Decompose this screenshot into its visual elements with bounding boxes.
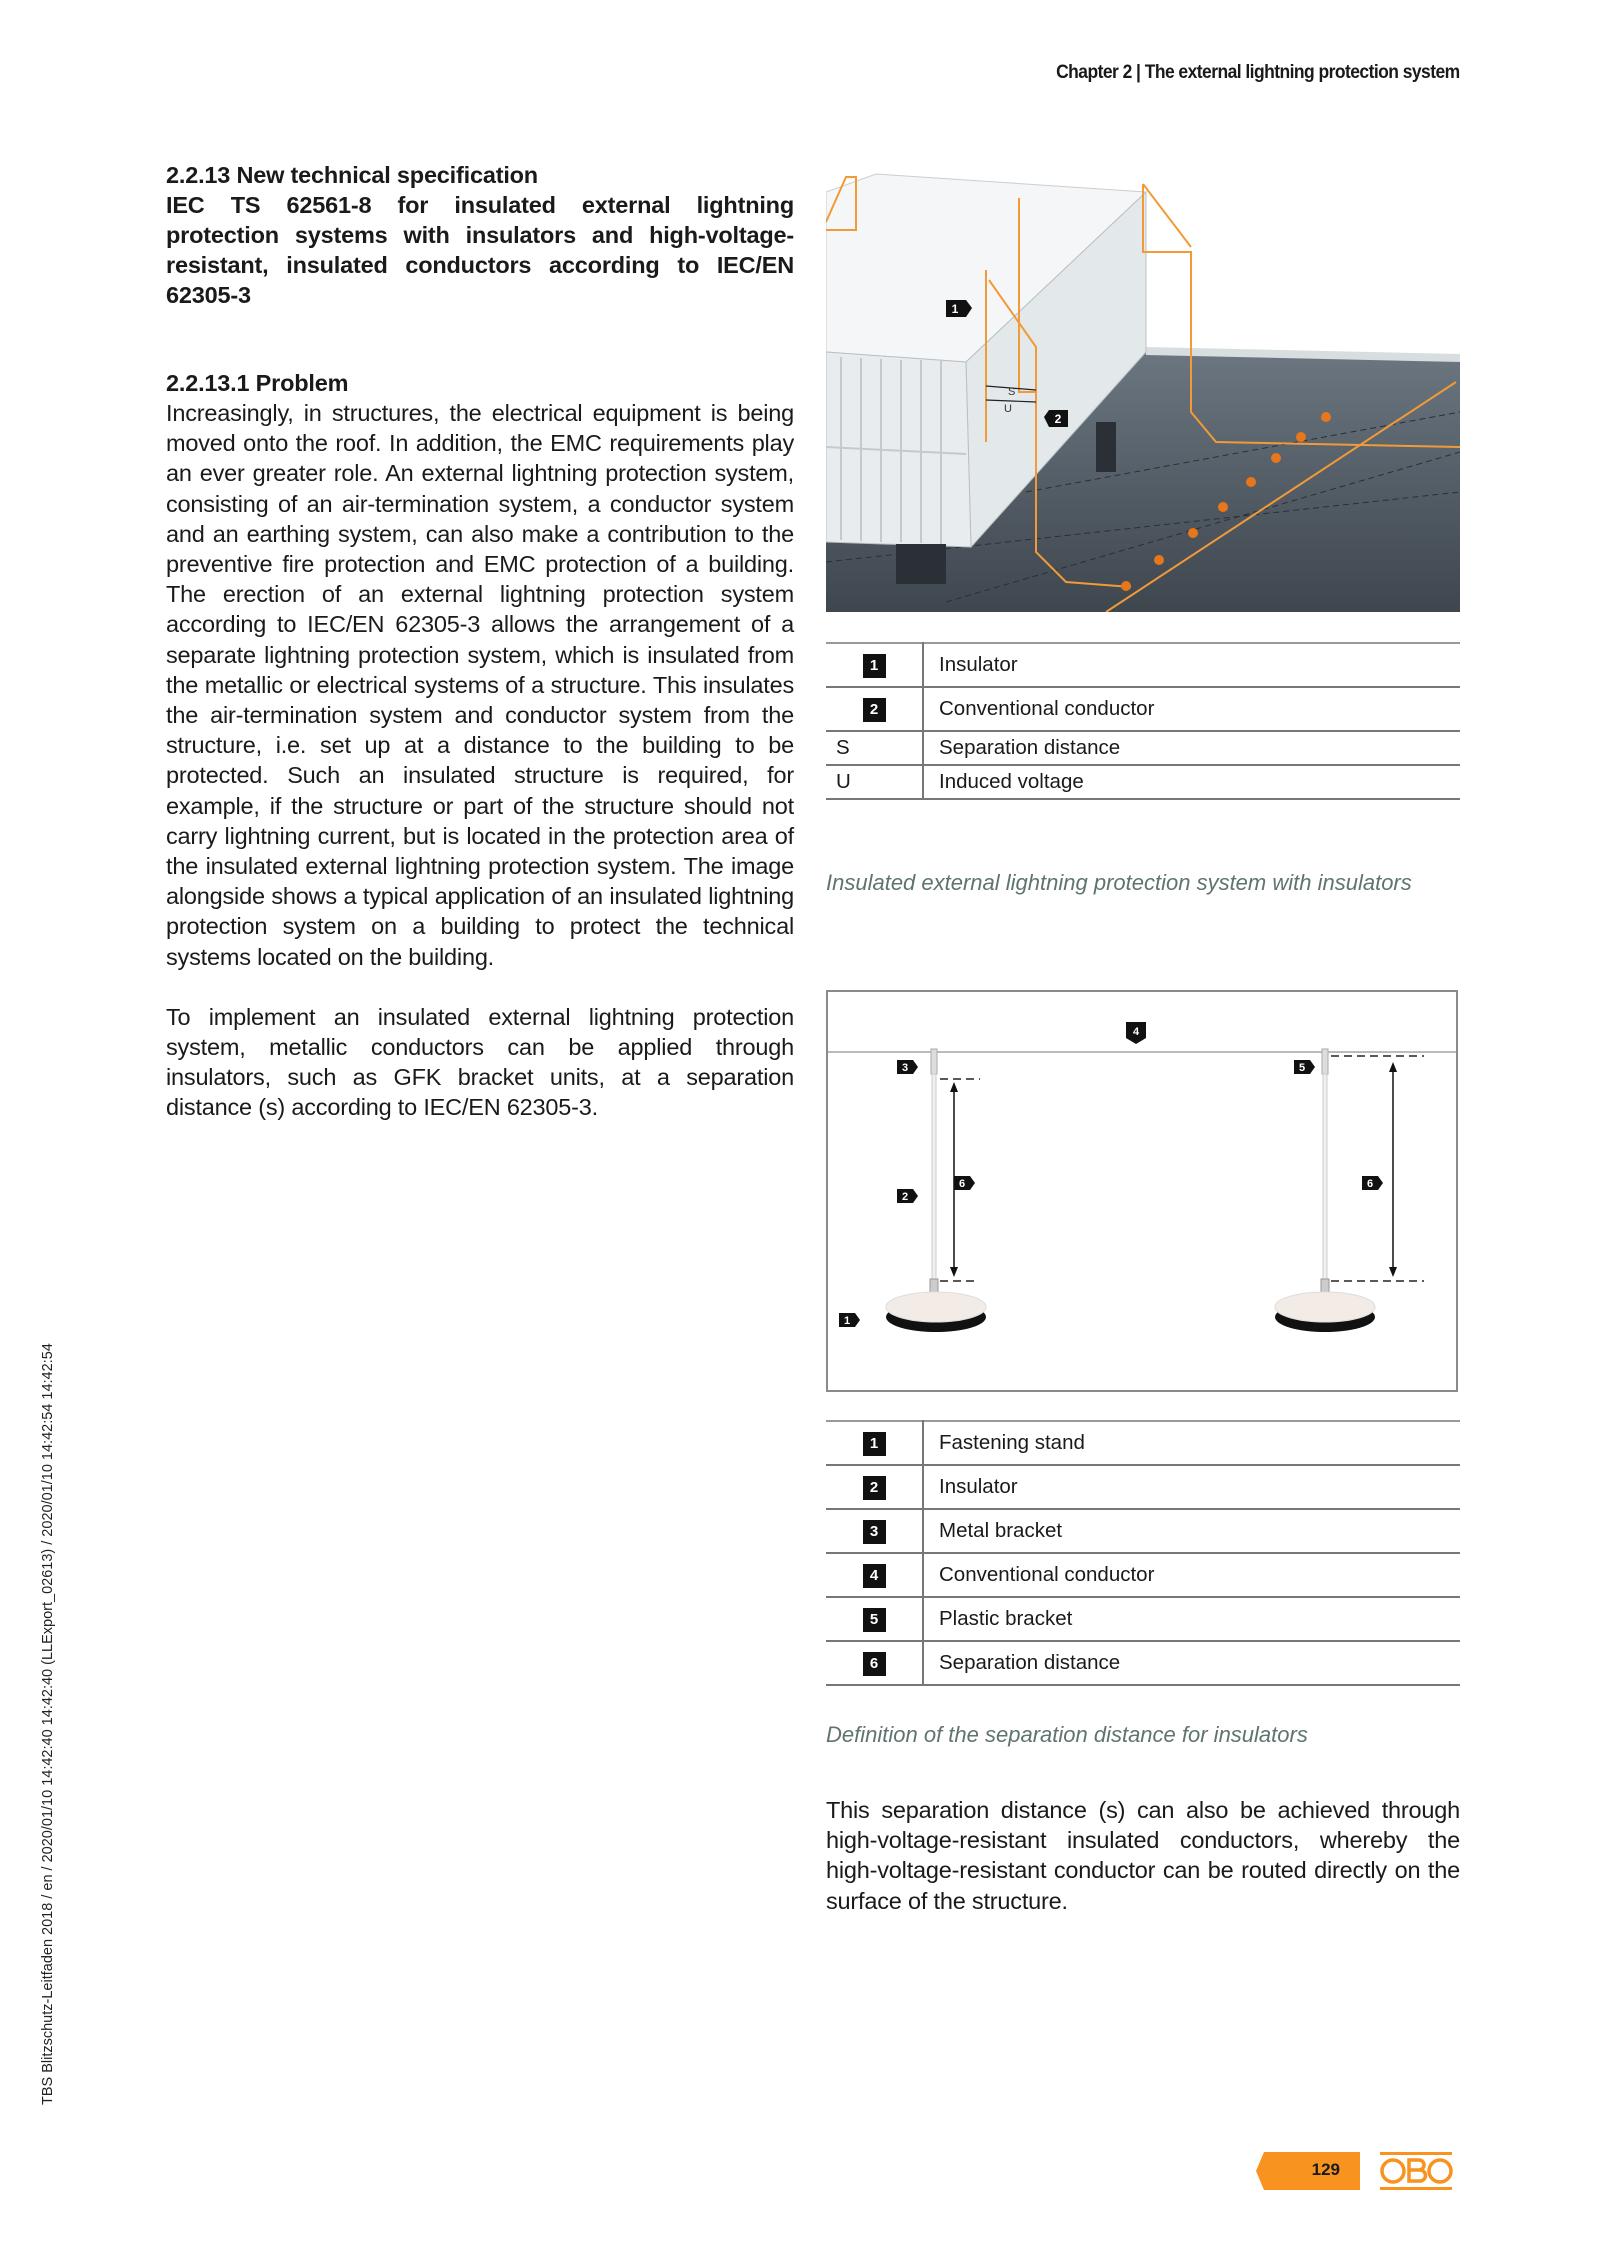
svg-text:6: 6 (958, 1178, 966, 1190)
callout-6-right (1362, 1176, 1383, 1190)
number-badge: 2 (863, 1476, 886, 1500)
number-badge: 4 (863, 1564, 886, 1588)
legend-label: Induced voltage (923, 765, 1460, 799)
legend-row (826, 1465, 1460, 1509)
print-metadata-sidenote: TBS Blitzschutz-Leitfaden 2018 / en / 2020/01/10 14:42:40 14:42:40 (LLExport_02613) / 2020/01/10 14:42:54 14:42:54 (40, 1343, 56, 2105)
dimension-label-u: U (1004, 403, 1012, 415)
legend-label: Insulator (923, 643, 1460, 687)
subsection-title: 2.2.13.1 Problem (166, 370, 349, 396)
callout-6-left (954, 1176, 975, 1190)
legend-row (826, 687, 1460, 731)
svg-text:1: 1 (843, 1315, 851, 1327)
separation-distance-diagram (826, 990, 1458, 1392)
callout-4 (1126, 1022, 1146, 1044)
paragraph-implementation: To implement an insulated external lightning protection system, metallic conductors can be applied through insulators, such as GFK bracket units, at a separation distance (s) according to IEC/EN 62305-3. (166, 1003, 794, 1121)
svg-text:4: 4 (1132, 1026, 1140, 1038)
legend-row (826, 1421, 1460, 1465)
dimension-label-s: S (1008, 386, 1016, 398)
legend-row (826, 1509, 1460, 1553)
legend-label: Separation distance (923, 731, 1460, 765)
chapter-header: Chapter 2 | The external lightning protection system (1056, 62, 1460, 83)
page-tab-shape (1256, 2152, 1360, 2190)
number-badge: 5 (863, 1608, 886, 1632)
legend-label: Plastic bracket (923, 1597, 1460, 1641)
figure2-caption: Definition of the separation distance for insulators (826, 1722, 1308, 1747)
legend-label: Insulator (923, 1465, 1460, 1509)
callout-1 (839, 1313, 860, 1327)
left-column (166, 160, 794, 1123)
legend-label: Metal bracket (923, 1509, 1460, 1553)
legend-label: Conventional conductor (923, 1553, 1460, 1597)
paragraph-problem: Increasingly, in structures, the electrical equipment is being moved onto the roof. In addition, the EMC requirements play an ever greater role. An external lightning protection system, consisting of an air-termination system, a conductor system and an earthing system, can also make a contribution to the preventive fire protection and EMC protection of a building. The erection of an external lightning protection system according to IEC/EN 62305-3 allows the arrangement of a separate lightning protection system, which is insulated from the metallic or electrical systems of a structure. This insulates the air-termination system and conductor system from the structure, i.e. set up at a distance to the building to be protected. Such an insulated structure is required, for example, if the structure or part of the structure should not carry lightning current, but is located in the protection area of the insulated external lightning protection system. The image alongside shows a typical application of an insulated lightning protection system on a building to protect the technical systems located on the building. (166, 400, 794, 970)
section-title-rest: IEC TS 62561-8 for insulated external lightning protection systems with insulators and high-voltage-resistant, insulated conductors according to IEC/EN 62305-3 (166, 192, 794, 308)
svg-text:2: 2 (1054, 412, 1062, 426)
section-title (166, 160, 794, 310)
legend-label: Conventional conductor (923, 687, 1460, 731)
unit-front-grille (826, 352, 971, 547)
obo-logo-icon (1378, 2152, 1454, 2190)
callout-5 (1294, 1060, 1315, 1074)
legend-row (826, 765, 1460, 799)
legend-key-letter: U (826, 765, 923, 799)
legend-row (826, 643, 1460, 687)
section-title-line1: 2.2.13 New technical specification (166, 162, 538, 188)
svg-text:5: 5 (1298, 1062, 1306, 1074)
figure2-legend (826, 1420, 1460, 1686)
number-badge: 1 (863, 654, 886, 678)
right-stand (1275, 1049, 1424, 1332)
obo-logo (1378, 2152, 1454, 2190)
paragraph-insulated-conductors: This separation distance (s) can also be achieved through high-voltage-resistant insulated conductors, whereby the high-voltage-resistant conductor can be routed directly on the surface of the structure. (826, 1797, 1460, 1914)
number-badge: 1 (863, 1432, 886, 1456)
rooftop-illustration-svg (826, 162, 1460, 612)
legend-row (826, 1553, 1460, 1597)
legend-row (826, 1641, 1460, 1685)
number-badge: 6 (863, 1652, 886, 1676)
number-badge: 3 (863, 1520, 886, 1544)
figure1-caption: Insulated external lightning protection system with insulators (826, 870, 1412, 895)
legend-label: Fastening stand (923, 1421, 1460, 1465)
page-number: 129 (1311, 2160, 1340, 2179)
legend-label: Separation distance (923, 1641, 1460, 1685)
legend-key-letter: S (826, 731, 923, 765)
callout-3 (897, 1060, 918, 1074)
svg-text:2: 2 (901, 1191, 909, 1203)
callout-2 (897, 1189, 918, 1203)
svg-text:6: 6 (1366, 1178, 1374, 1190)
figure1-legend (826, 642, 1460, 800)
number-badge: 2 (863, 698, 886, 722)
legend-row (826, 731, 1460, 765)
page-number-tab (1256, 2152, 1360, 2190)
svg-text:3: 3 (901, 1062, 909, 1074)
svg-text:1: 1 (951, 302, 959, 316)
legend-row (826, 1597, 1460, 1641)
separation-diagram-svg (828, 992, 1456, 1390)
rooftop-lps-illustration (826, 162, 1460, 612)
